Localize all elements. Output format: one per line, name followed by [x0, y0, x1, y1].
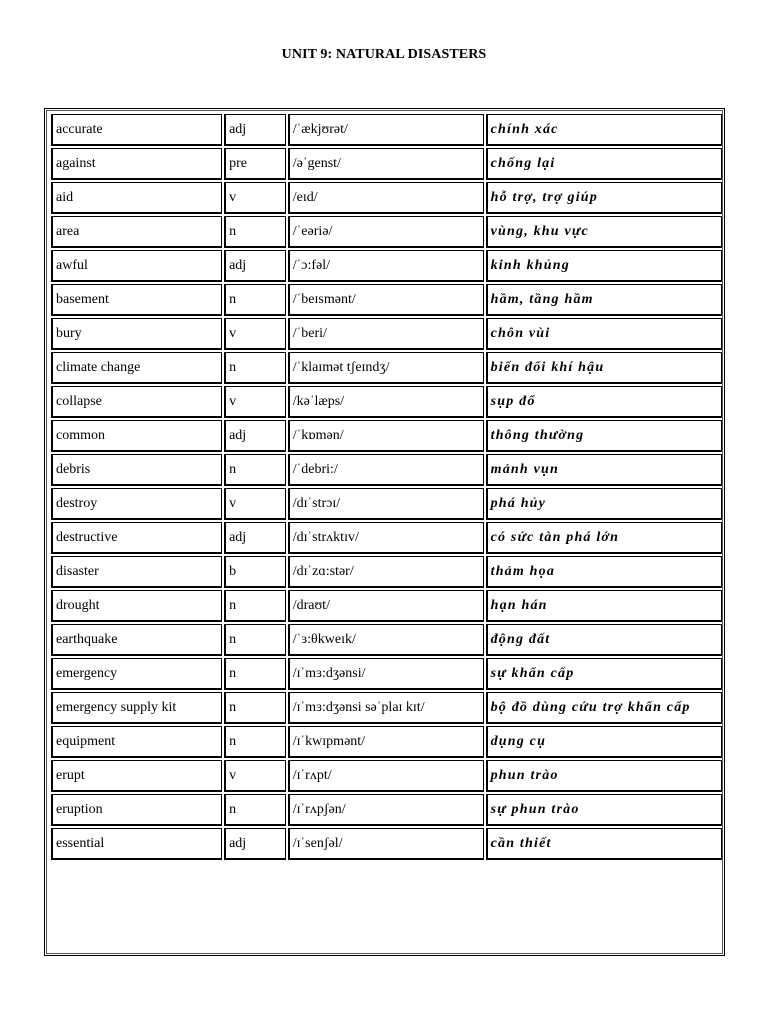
word-cell [51, 794, 222, 826]
pronunciation-cell [288, 658, 484, 690]
part-of-speech-cell-text: pre [229, 156, 247, 171]
word-cell [51, 182, 222, 214]
meaning-cell-text: phá hủy [490, 496, 547, 511]
part-of-speech-cell-text: n [229, 292, 237, 307]
meaning-cell [486, 454, 722, 486]
meaning-cell [486, 420, 722, 452]
part-of-speech-cell [224, 556, 286, 588]
table-row [51, 828, 722, 860]
meaning-cell-text: có sức tàn phá lớn [490, 530, 620, 545]
meaning-cell [486, 590, 722, 622]
pronunciation-cell [288, 726, 484, 758]
word-cell-text: debris [56, 462, 91, 477]
word-cell [51, 250, 222, 282]
pronunciation-cell [288, 624, 484, 656]
meaning-cell [486, 692, 722, 724]
table-row [51, 148, 722, 180]
meaning-cell [486, 658, 722, 690]
word-cell [51, 352, 222, 384]
table-row [51, 726, 722, 758]
part-of-speech-cell-text: v [229, 190, 237, 205]
meaning-cell [486, 726, 722, 758]
part-of-speech-cell [224, 284, 286, 316]
pronunciation-cell [288, 590, 484, 622]
meaning-cell [486, 318, 722, 350]
meaning-cell [486, 182, 722, 214]
meaning-cell [486, 386, 722, 418]
pronunciation-cell [288, 522, 484, 554]
pronunciation-cell [288, 692, 484, 724]
meaning-cell [486, 488, 722, 520]
meaning-cell-text: thảm họa [490, 564, 556, 579]
meaning-cell-text: sụp đổ [490, 394, 536, 409]
pronunciation-cell-text: /ɪˈrʌpt/ [292, 768, 332, 783]
word-cell-text: bury [56, 326, 82, 341]
meaning-cell [486, 828, 722, 860]
word-cell-text: collapse [56, 394, 102, 409]
word-cell-text: emergency supply kit [56, 700, 177, 715]
pronunciation-cell [288, 352, 484, 384]
pronunciation-cell-text: /dɪˈstrɔɪ/ [292, 496, 341, 511]
word-cell [51, 556, 222, 588]
part-of-speech-cell [224, 624, 286, 656]
pronunciation-cell-text: /ˈbeɪsmənt/ [292, 292, 356, 307]
part-of-speech-cell-text: n [229, 360, 237, 375]
part-of-speech-cell-text: adj [229, 530, 247, 545]
meaning-cell-text: sự khẩn cấp [490, 666, 575, 681]
word-cell-text: basement [56, 292, 109, 307]
part-of-speech-cell [224, 454, 286, 486]
pronunciation-cell [288, 318, 484, 350]
part-of-speech-cell-text: adj [229, 428, 247, 443]
pronunciation-cell-text: /ˈberi/ [292, 326, 327, 341]
word-cell-text: eruption [56, 802, 103, 817]
pronunciation-cell [288, 386, 484, 418]
meaning-cell-text: chôn vùi [490, 326, 551, 341]
word-cell [51, 488, 222, 520]
meaning-cell-text: chính xác [490, 122, 559, 137]
table-row [51, 386, 722, 418]
word-cell [51, 828, 222, 860]
pronunciation-cell-text: /ˈɔ:fəl/ [292, 258, 331, 273]
word-cell-text: equipment [56, 734, 116, 749]
part-of-speech-cell [224, 182, 286, 214]
word-cell [51, 760, 222, 792]
meaning-cell [486, 522, 722, 554]
part-of-speech-cell [224, 352, 286, 384]
table-row [51, 250, 722, 282]
part-of-speech-cell-text: n [229, 734, 237, 749]
vocabulary-table [49, 112, 724, 862]
meaning-cell-text: hỗ trợ, trợ giúp [490, 190, 598, 205]
table-row [51, 488, 722, 520]
vocabulary-table-frame [44, 108, 725, 956]
word-cell [51, 590, 222, 622]
pronunciation-cell [288, 182, 484, 214]
page-title: UNIT 9: NATURAL DISASTERS [281, 47, 487, 62]
pronunciation-cell [288, 556, 484, 588]
part-of-speech-cell-text: n [229, 632, 237, 647]
table-row [51, 114, 722, 146]
table-row [51, 182, 722, 214]
vocabulary-table-body [51, 114, 722, 860]
word-cell-text: awful [56, 258, 88, 273]
pronunciation-cell-text: /kəˈlæps/ [292, 394, 345, 409]
table-row [51, 454, 722, 486]
part-of-speech-cell [224, 318, 286, 350]
part-of-speech-cell [224, 114, 286, 146]
pronunciation-cell-text: /draʊt/ [292, 598, 330, 613]
word-cell-text: accurate [56, 122, 103, 137]
table-row [51, 624, 722, 656]
meaning-cell [486, 624, 722, 656]
pronunciation-cell-text: /ɪˈmɜ:dʒənsi/ [292, 666, 366, 681]
meaning-cell-text: động đất [490, 632, 551, 647]
meaning-cell [486, 794, 722, 826]
table-row [51, 420, 722, 452]
meaning-cell-text: chống lại [490, 156, 556, 171]
part-of-speech-cell [224, 250, 286, 282]
word-cell-text: area [56, 224, 80, 239]
pronunciation-cell [288, 454, 484, 486]
part-of-speech-cell-text: v [229, 326, 237, 341]
table-row [51, 590, 722, 622]
part-of-speech-cell [224, 522, 286, 554]
word-cell [51, 114, 222, 146]
part-of-speech-cell [224, 216, 286, 248]
word-cell-text: climate change [56, 360, 141, 375]
word-cell-text: aid [56, 190, 74, 205]
pronunciation-cell-text: /ˈkɒmən/ [292, 428, 344, 443]
table-row [51, 352, 722, 384]
meaning-cell-text: cần thiết [490, 836, 552, 851]
part-of-speech-cell [224, 726, 286, 758]
table-row [51, 658, 722, 690]
part-of-speech-cell [224, 386, 286, 418]
table-row [51, 522, 722, 554]
word-cell-text: erupt [56, 768, 85, 783]
part-of-speech-cell-text: v [229, 496, 237, 511]
meaning-cell-text: biến đổi khí hậu [490, 360, 605, 375]
word-cell [51, 386, 222, 418]
pronunciation-cell-text: /ɪˈsenʃəl/ [292, 836, 343, 851]
part-of-speech-cell-text: n [229, 666, 237, 681]
pronunciation-cell-text: /ˈɜ:θkweɪk/ [292, 632, 356, 647]
meaning-cell-text: sự phun trào [490, 802, 580, 817]
meaning-cell-text: thông thường [490, 428, 585, 443]
pronunciation-cell-text: /ɪˈrʌpʃən/ [292, 802, 346, 817]
pronunciation-cell-text: /ˈklaɪmət tʃeɪndʒ/ [292, 360, 390, 375]
meaning-cell-text: dụng cụ [490, 734, 547, 749]
pronunciation-cell [288, 420, 484, 452]
pronunciation-cell-text: /ɪˈmɜ:dʒənsi səˈplaɪ kɪt/ [292, 700, 425, 715]
pronunciation-cell [288, 114, 484, 146]
meaning-cell [486, 250, 722, 282]
meaning-cell-text: phun trào [490, 768, 559, 783]
part-of-speech-cell [224, 760, 286, 792]
word-cell-text: destructive [56, 530, 118, 545]
pronunciation-cell [288, 216, 484, 248]
table-row [51, 216, 722, 248]
word-cell [51, 284, 222, 316]
meaning-cell [486, 760, 722, 792]
part-of-speech-cell [224, 658, 286, 690]
part-of-speech-cell-text: v [229, 394, 237, 409]
pronunciation-cell-text: /ˈdebri:/ [292, 462, 338, 477]
word-cell-text: earthquake [56, 632, 118, 647]
word-cell [51, 726, 222, 758]
pronunciation-cell-text: /dɪˈstrʌktɪv/ [292, 530, 359, 545]
table-row [51, 284, 722, 316]
pronunciation-cell [288, 488, 484, 520]
pronunciation-cell [288, 148, 484, 180]
table-row [51, 760, 722, 792]
meaning-cell-text: vùng, khu vực [490, 224, 589, 239]
word-cell-text: against [56, 156, 96, 171]
word-cell [51, 454, 222, 486]
part-of-speech-cell [224, 828, 286, 860]
part-of-speech-cell [224, 420, 286, 452]
word-cell [51, 692, 222, 724]
part-of-speech-cell [224, 488, 286, 520]
meaning-cell [486, 556, 722, 588]
part-of-speech-cell-text: adj [229, 258, 247, 273]
part-of-speech-cell-text: v [229, 768, 237, 783]
part-of-speech-cell-text: adj [229, 122, 247, 137]
word-cell-text: drought [56, 598, 100, 613]
meaning-cell [486, 352, 722, 384]
pronunciation-cell [288, 794, 484, 826]
word-cell-text: destroy [56, 496, 98, 511]
part-of-speech-cell-text: n [229, 700, 237, 715]
meaning-cell-text: mảnh vụn [490, 462, 559, 477]
table-row [51, 318, 722, 350]
word-cell-text: disaster [56, 564, 99, 579]
word-cell-text: emergency [56, 666, 118, 681]
word-cell [51, 148, 222, 180]
pronunciation-cell-text: /dɪˈzɑ:stər/ [292, 564, 354, 579]
table-row [51, 556, 722, 588]
meaning-cell [486, 284, 722, 316]
word-cell-text: essential [56, 836, 105, 851]
meaning-cell [486, 114, 722, 146]
meaning-cell [486, 216, 722, 248]
word-cell [51, 318, 222, 350]
word-cell-text: common [56, 428, 105, 443]
pronunciation-cell [288, 284, 484, 316]
meaning-cell [486, 148, 722, 180]
pronunciation-cell-text: /ˈeəriə/ [292, 224, 333, 239]
word-cell [51, 216, 222, 248]
part-of-speech-cell [224, 692, 286, 724]
part-of-speech-cell-text: n [229, 224, 237, 239]
pronunciation-cell [288, 760, 484, 792]
part-of-speech-cell-text: n [229, 462, 237, 477]
part-of-speech-cell-text: n [229, 802, 237, 817]
meaning-cell-text: hầm, tầng hầm [490, 292, 594, 307]
part-of-speech-cell-text: n [229, 598, 237, 613]
word-cell [51, 658, 222, 690]
part-of-speech-cell [224, 148, 286, 180]
meaning-cell-text: hạn hán [490, 598, 548, 613]
word-cell [51, 624, 222, 656]
word-cell [51, 420, 222, 452]
part-of-speech-cell [224, 794, 286, 826]
table-row [51, 692, 722, 724]
word-cell [51, 522, 222, 554]
pronunciation-cell-text: /əˈgenst/ [292, 156, 341, 171]
pronunciation-cell-text: /eɪd/ [292, 190, 318, 205]
table-row [51, 794, 722, 826]
part-of-speech-cell-text: adj [229, 836, 247, 851]
pronunciation-cell-text: /ɪˈkwɪpmənt/ [292, 734, 366, 749]
part-of-speech-cell-text: b [229, 564, 237, 579]
pronunciation-cell [288, 828, 484, 860]
part-of-speech-cell [224, 590, 286, 622]
pronunciation-cell-text: /ˈækjʊrət/ [292, 122, 348, 137]
pronunciation-cell [288, 250, 484, 282]
meaning-cell-text: bộ đồ dùng cứu trợ khẩn cấp [490, 700, 691, 715]
meaning-cell-text: kinh khủng [490, 258, 570, 273]
